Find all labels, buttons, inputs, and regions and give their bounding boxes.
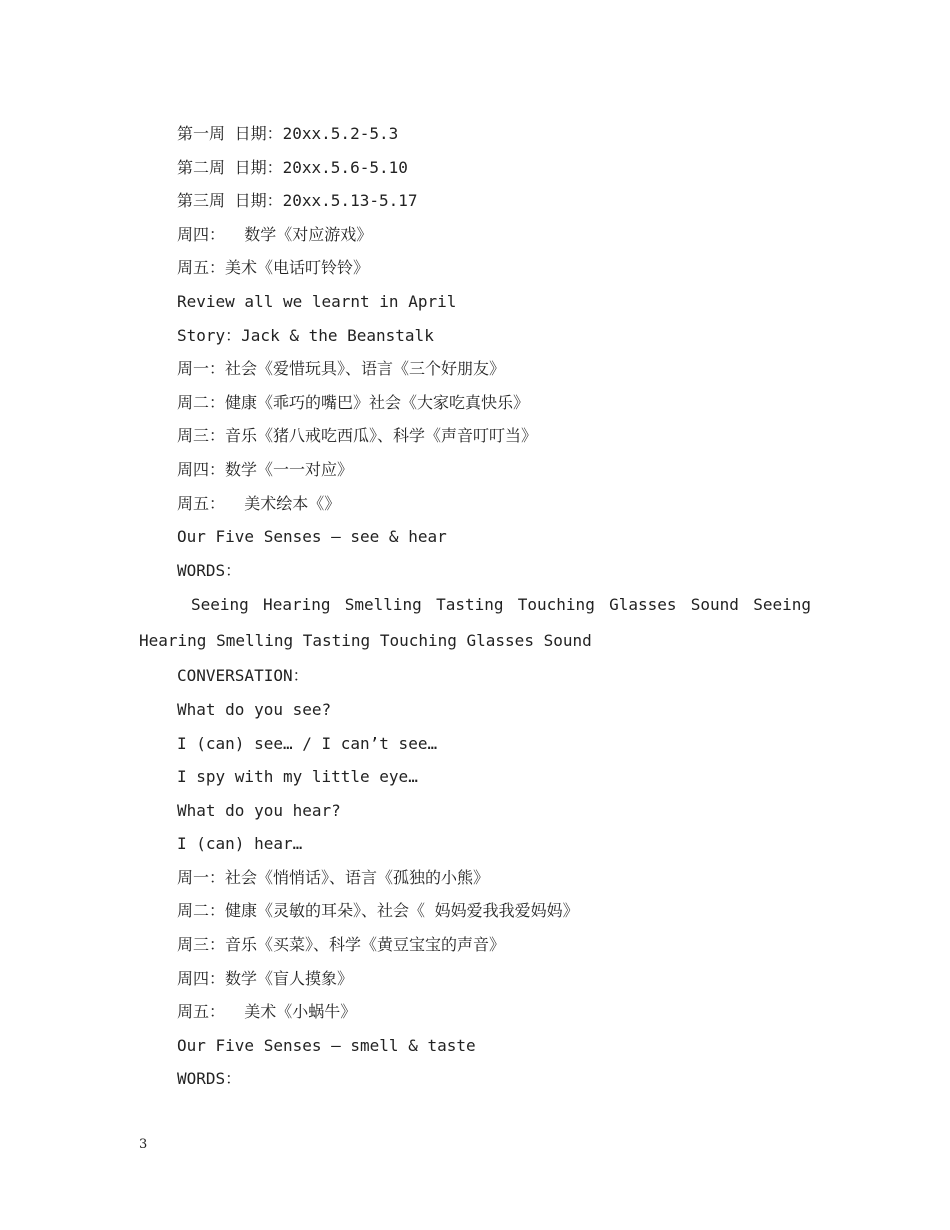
text-line-wednesday-2: 周三：音乐《买菜》、科学《黄豆宝宝的声音》 [177, 935, 506, 955]
text-line-theme-see-hear: Our Five Senses – see & hear [177, 527, 447, 547]
text-line-can-hear: I (can) hear… [177, 834, 303, 854]
text-line-monday-2: 周一：社会《悄悄话》、语言《孤独的小熊》 [177, 867, 490, 887]
text-line-can-see: I (can) see… / I can’t see… [177, 733, 438, 753]
text-line-conversation-heading: CONVERSATION： [177, 666, 309, 686]
text-line-story: Story：Jack & the Beanstalk [177, 325, 434, 345]
text-line-words-heading-2: WORDS： [177, 1069, 242, 1089]
text-line-thursday-math: 周四： 数学《对应游戏》 [177, 224, 373, 244]
text-line-monday: 周一：社会《爱惜玩具》、语言《三个好朋友》 [177, 359, 506, 379]
text-line-tuesday-2: 周二：健康《灵敏的耳朵》、社会《 妈妈爱我我爱妈妈》 [177, 901, 579, 921]
text-line-week2: 第二周 日期：20xx.5.6-5.10 [177, 157, 408, 177]
text-line-what-see: What do you see? [177, 699, 332, 719]
text-line-week3: 第三周 日期：20xx.5.13-5.17 [177, 191, 418, 211]
text-line-theme-smell-taste: Our Five Senses – smell & taste [177, 1035, 476, 1055]
text-line-friday-2: 周五： 美术《小蜗牛》 [177, 1002, 357, 1022]
page-number: 3 [139, 1137, 148, 1152]
text-line-review: Review all we learnt in April [177, 291, 457, 311]
document-body [139, 117, 819, 1096]
text-line-tuesday: 周二：健康《乖巧的嘴巴》社会《大家吃真快乐》 [177, 392, 530, 412]
text-line-week1: 第一周 日期：20xx.5.2-5.3 [177, 124, 399, 143]
text-line-what-hear: What do you hear? [177, 800, 341, 820]
text-line-thursday-2: 周四：数学《盲人摸象》 [177, 968, 354, 988]
text-line-i-spy: I spy with my little eye… [177, 767, 418, 787]
text-line-wednesday: 周三：音乐《猪八戒吃西瓜》、科学《声音叮叮当》 [177, 426, 538, 446]
text-line-friday: 周五： 美术绘本《》 [177, 493, 341, 513]
text-line-friday-art: 周五：美术《电话叮铃铃》 [177, 258, 370, 278]
text-line-thursday: 周四：数学《一一对应》 [177, 459, 354, 479]
words-paragraph: Seeing Hearing Smelling Tasting Touching Glasses Sound Seeing Hearing Smelling Tasting Touching Glasses Sound [139, 595, 811, 651]
text-line-words-heading: WORDS： [177, 560, 242, 580]
